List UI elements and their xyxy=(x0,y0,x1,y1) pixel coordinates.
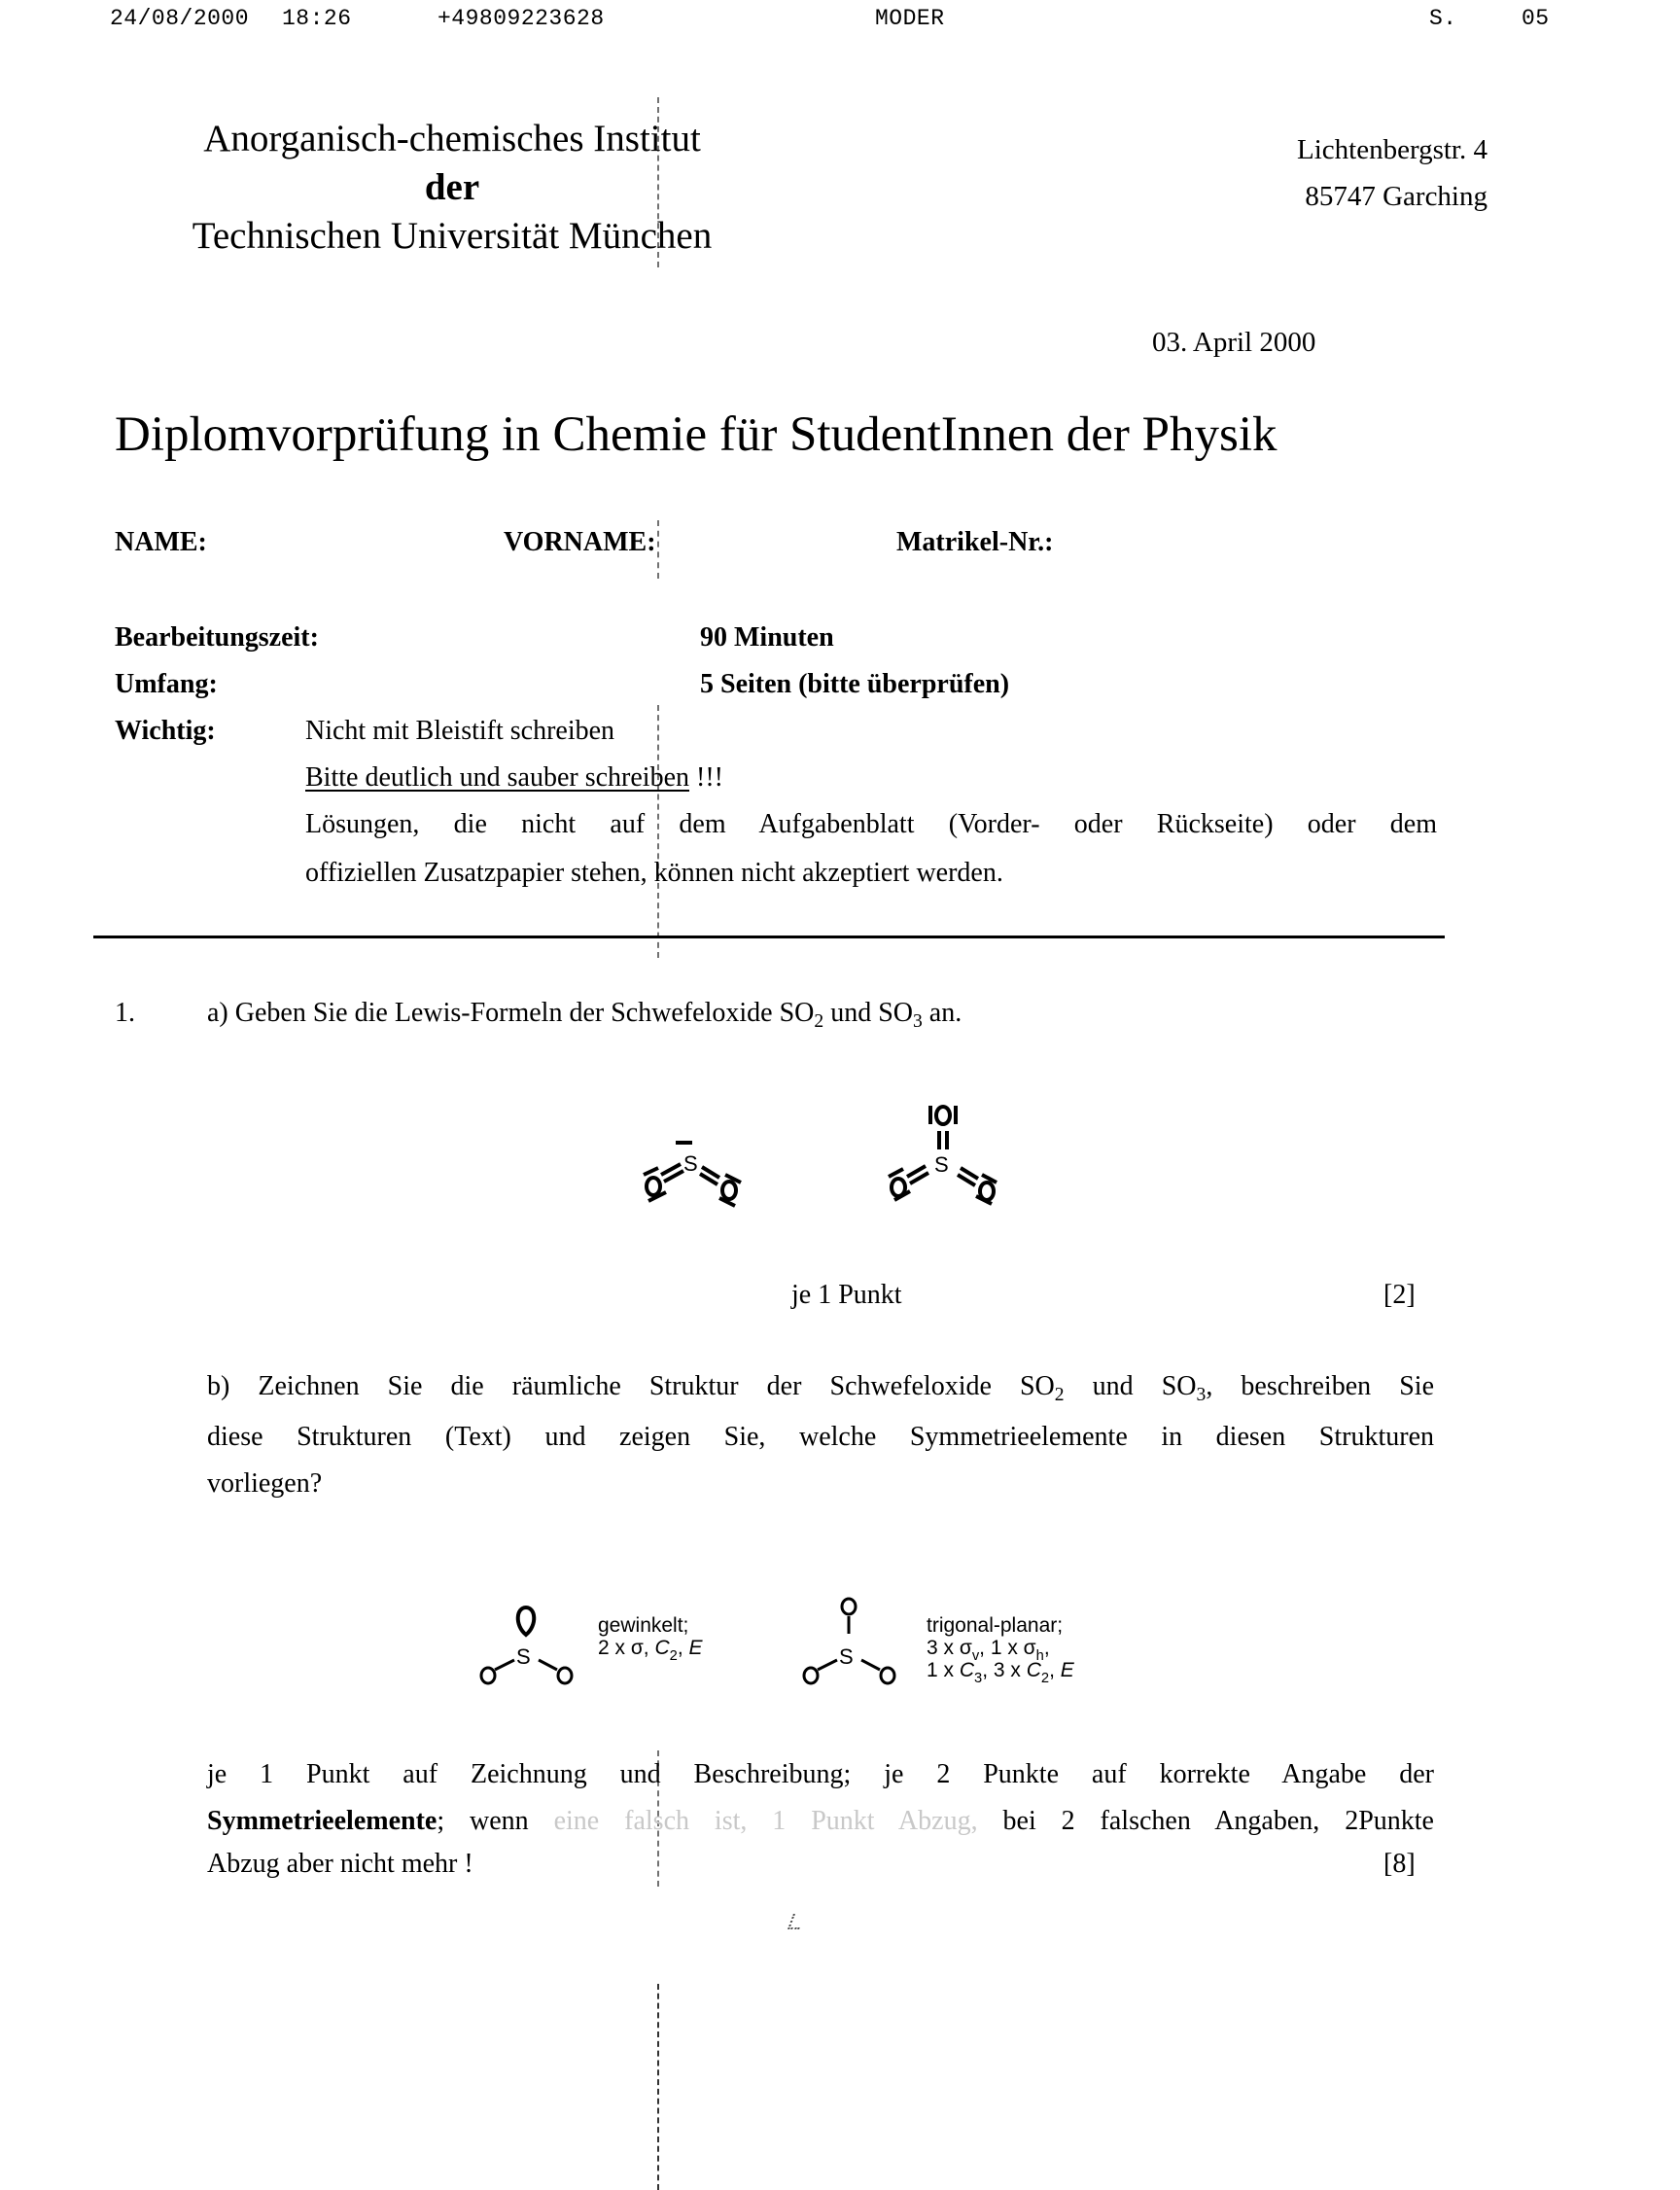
wichtig-line-2-underlined: Bitte deutlich und sauber schreiben xyxy=(305,762,689,793)
so2-sym-c: C xyxy=(654,1637,670,1659)
so3-sym-sigma-v-sub: v xyxy=(971,1648,980,1664)
wichtig-line-4: offiziellen Zusatzpapier stehen, können nicht akzeptiert werden. xyxy=(305,858,1003,888)
so3-sym-c3: C xyxy=(959,1659,975,1681)
so3-sym-c2: C xyxy=(1026,1659,1041,1681)
q1b-sub-2: 2 xyxy=(1054,1385,1065,1405)
address-city: 85747 Garching xyxy=(1305,181,1488,212)
bearbeitungszeit-value: 90 Minuten xyxy=(700,622,834,653)
bearbeitungszeit-label: Bearbeitungszeit: xyxy=(115,622,319,653)
fax-time: 18:26 xyxy=(282,6,352,31)
lewis-structure-so3 xyxy=(875,1099,1011,1216)
umfang-label: Umfang: xyxy=(115,669,218,699)
fax-sender: MODER xyxy=(875,6,945,31)
so2-shape: gewinkelt; xyxy=(598,1614,689,1637)
institute-line-1: Anorganisch-chemisches Institut xyxy=(203,118,701,159)
so2-symmetry xyxy=(598,1637,703,1664)
q1b-scoring-symmetrieelemente: Symmetrieelemente xyxy=(207,1806,438,1836)
q1b-line-1 xyxy=(207,1363,1434,1410)
q1b-line-1-mid: und SO xyxy=(1064,1371,1197,1401)
so2-sym-sigma: 2 x σ, xyxy=(598,1637,655,1659)
so3-sym-3x: , 3 x xyxy=(982,1659,1027,1681)
so3-sym-comma: , xyxy=(1043,1637,1050,1659)
so3-sym-sigma-h-sub: h xyxy=(1035,1648,1044,1664)
so3-sym-c2-sub: 2 xyxy=(1040,1671,1050,1686)
lewis-structure-so2 xyxy=(632,1128,758,1216)
q1a-text-suffix: an. xyxy=(922,998,962,1028)
so3-sym-c3-sub: 3 xyxy=(974,1671,983,1686)
q1b-scoring-wenn: ; wenn xyxy=(437,1806,554,1836)
q1b-scoring-falsche-angaben: bei 2 falschen Angaben, 2Punkte xyxy=(977,1806,1434,1836)
wichtig-line-3: Lösungen, die nicht auf dem Aufgabenblatt (Vorder- oder Rückseite) oder dem xyxy=(305,809,1437,839)
so3-spatial-structure xyxy=(790,1595,907,1692)
lewis-so3-s-atom: S xyxy=(934,1152,949,1177)
q1b-line-2: diese Strukturen (Text) und zeigen Sie, welche Symmetrieelemente in diesen Strukturen xyxy=(207,1422,1434,1452)
scan-fold-line xyxy=(657,1984,659,2190)
fax-date: 24/08/2000 xyxy=(110,6,250,31)
fax-page-label: S. xyxy=(1429,6,1457,31)
so3-sym-sigma-v: 3 x σ xyxy=(927,1637,972,1659)
lewis-so2-s-atom: S xyxy=(683,1151,698,1176)
vorname-field-label: VORNAME: xyxy=(504,527,656,557)
wichtig-line-2 xyxy=(305,762,723,794)
so2-s-atom: S xyxy=(516,1644,531,1669)
name-field-label: NAME: xyxy=(115,527,207,557)
so3-shape: trigonal-planar; xyxy=(927,1614,1064,1637)
page-title: Diplomvorprüfung in Chemie für StudentInnen der Physik xyxy=(115,407,1278,462)
so2-sym-c-sub: 2 xyxy=(669,1648,678,1664)
q1b-points: [8] xyxy=(1383,1849,1416,1879)
so2-sym-e: E xyxy=(688,1637,703,1659)
q1b-line-1-prefix: b) Zeichnen Sie die räumliche Struktur der Schwefeloxide SO xyxy=(207,1371,1055,1401)
fax-phone: +49809223628 xyxy=(438,6,605,31)
fax-page-number: 05 xyxy=(1522,6,1550,31)
fax-header xyxy=(0,6,1680,35)
matrikel-field-label: Matrikel-Nr.: xyxy=(896,527,1054,557)
so3-sym-1x: 1 x xyxy=(927,1659,960,1681)
q1a-text-prefix: a) Geben Sie die Lewis-Formeln der Schwefeloxide SO xyxy=(207,998,815,1028)
q1a-points: [2] xyxy=(1383,1280,1416,1310)
institute-line-2: der xyxy=(424,166,480,208)
so3-description xyxy=(927,1614,1074,1686)
so2-sym-sep: , xyxy=(677,1637,689,1659)
wichtig-line-1: Nicht mit Bleistift schreiben xyxy=(305,716,615,746)
q1b-line-1-suffix: , beschreiben Sie xyxy=(1206,1371,1434,1401)
q1a-text-mid: und SO xyxy=(823,998,913,1028)
so2-description xyxy=(598,1614,703,1664)
q1b-scoring-faded-text: eine falsch ist, 1 Punkt Abzug, xyxy=(553,1806,978,1836)
q1b-line-3: vorliegen? xyxy=(207,1468,323,1499)
q1b-scoring-line-2 xyxy=(207,1798,1434,1845)
question-number: 1. xyxy=(115,998,135,1028)
address-street: Lichtenbergstr. 4 xyxy=(1297,134,1488,165)
so3-sym-sep: , xyxy=(1049,1659,1061,1681)
wichtig-line-2-suffix: !!! xyxy=(689,762,723,793)
institute-line-3: Technischen Universität München xyxy=(192,215,713,257)
document-date: 03. April 2000 xyxy=(1152,327,1316,358)
so3-s-atom: S xyxy=(839,1644,854,1669)
q1b-sub-3: 3 xyxy=(1196,1385,1207,1405)
scan-fold-line xyxy=(657,520,659,579)
q1b-scoring-line-3: Abzug aber nicht mehr ! xyxy=(207,1849,473,1879)
so3-sym-e: E xyxy=(1060,1659,1074,1681)
scan-speck xyxy=(788,1914,805,1929)
so3-symmetry-line-1 xyxy=(927,1637,1074,1664)
so3-sym-sigma-h: , 1 x σ xyxy=(979,1637,1036,1659)
wichtig-label: Wichtig: xyxy=(115,716,216,746)
umfang-value: 5 Seiten (bitte überprüfen) xyxy=(700,669,1010,699)
q1a-sub-3: 3 xyxy=(912,1011,923,1032)
so2-spatial-structure xyxy=(472,1600,578,1692)
section-divider xyxy=(93,936,1445,938)
q1a-sub-2: 2 xyxy=(814,1011,824,1032)
q1b-scoring-line-1: je 1 Punkt auf Zeichnung und Beschreibung; je 2 Punkte auf korrekte Angabe der xyxy=(207,1759,1434,1789)
so3-symmetry-line-2 xyxy=(927,1659,1074,1686)
question-1a-text xyxy=(207,998,962,1032)
q1a-scoring: je 1 Punkt xyxy=(791,1280,902,1310)
